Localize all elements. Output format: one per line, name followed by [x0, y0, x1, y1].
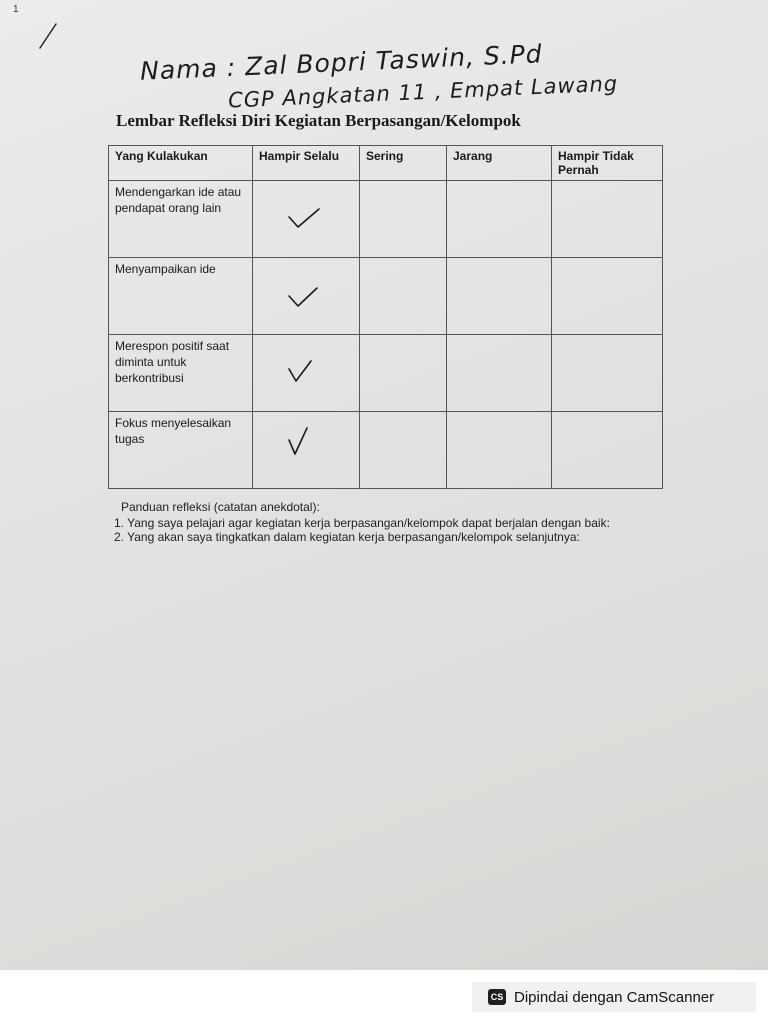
table-header-row	[109, 146, 663, 181]
camscanner-logo-icon: CS	[488, 989, 506, 1005]
rarely-cell	[447, 258, 552, 335]
pen-stroke-mark	[36, 22, 60, 52]
table-row	[109, 258, 663, 335]
camscanner-watermark	[472, 982, 756, 1012]
handwritten-name: Nama : Zal Bopri Taswin, S.Pd	[139, 39, 544, 86]
guide-item: 1. Yang saya pelajari agar kegiatan kerja berpasangan/kelompok dapat berjalan dengan baik:	[114, 516, 610, 530]
almost-always-cell	[253, 412, 360, 489]
almost-always-cell	[253, 258, 360, 335]
reflection-guide	[114, 500, 610, 544]
reflection-table	[108, 145, 663, 489]
header-almost-always: Hampir Selalu	[253, 146, 360, 181]
check-mark-icon	[285, 203, 325, 233]
activity-cell: Menyampaikan ide	[109, 258, 253, 335]
table-row	[109, 335, 663, 412]
rarely-cell	[447, 335, 552, 412]
often-cell	[360, 181, 447, 258]
document-title: Lembar Refleksi Diri Kegiatan Berpasangan/Kelompok	[116, 111, 521, 130]
check-mark-icon	[285, 284, 325, 314]
often-cell	[360, 258, 447, 335]
activity-cell: Mendengarkan ide atau pendapat orang lain	[109, 181, 253, 258]
check-mark-icon	[285, 426, 325, 456]
guide-item: 2. Yang akan saya tingkatkan dalam kegiatan kerja berpasangan/kelompok selanjutnya:	[114, 530, 580, 544]
almost-never-cell	[552, 181, 663, 258]
check-mark-icon	[285, 359, 325, 389]
rarely-cell	[447, 181, 552, 258]
page-number: 1	[13, 4, 19, 15]
almost-never-cell	[552, 335, 663, 412]
camscanner-label: Dipindai dengan CamScanner	[514, 988, 715, 1006]
almost-never-cell	[552, 412, 663, 489]
header-often: Sering	[360, 146, 447, 181]
guide-heading: Panduan refleksi (catatan anekdotal):	[121, 500, 320, 514]
table-row	[109, 412, 663, 489]
activity-cell: Fokus menyelesaikan tugas	[109, 412, 253, 489]
rarely-cell	[447, 412, 552, 489]
almost-never-cell	[552, 258, 663, 335]
handwritten-school: CGP Angkatan 11 , Empat Lawang	[227, 71, 619, 113]
header-almost-never: Hampir Tidak Pernah	[552, 146, 663, 181]
header-activity: Yang Kulakukan	[109, 146, 253, 181]
often-cell	[360, 412, 447, 489]
header-rarely: Jarang	[447, 146, 552, 181]
activity-cell: Merespon positif saat diminta untuk berkontribusi	[109, 335, 253, 412]
often-cell	[360, 335, 447, 412]
almost-always-cell	[253, 181, 360, 258]
table-row	[109, 181, 663, 258]
almost-always-cell	[253, 335, 360, 412]
